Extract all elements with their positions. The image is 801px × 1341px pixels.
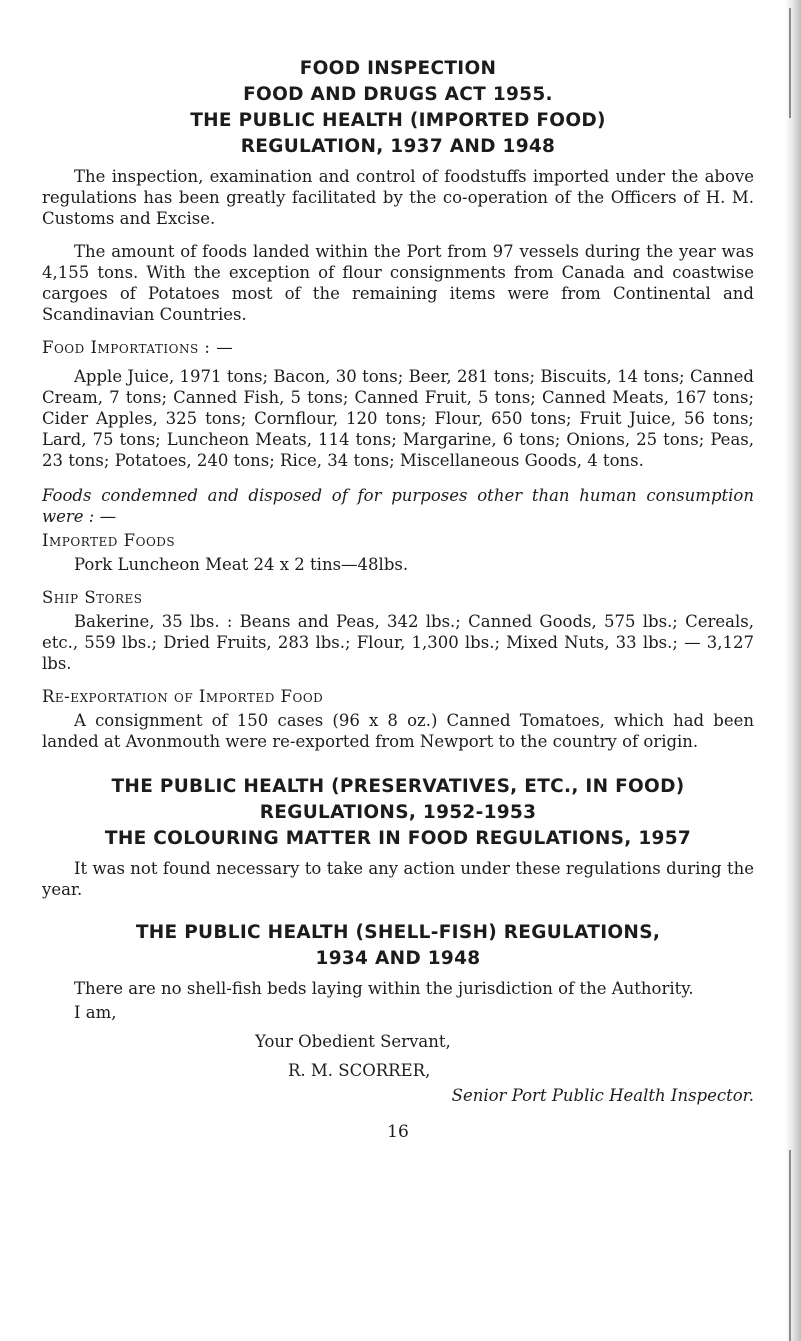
reexportation-text: A consignment of 150 cases (96 x 8 oz.) Canned Tomatoes, which had been landed at Avonmouth were re-exported from Newport to the country of origin. — [42, 711, 754, 751]
heading-line: THE PUBLIC HEALTH (PRESERVATIVES, ETC., IN FOOD) — [111, 776, 685, 797]
heading-line: 1934 AND 1948 — [315, 948, 481, 969]
binding-line — [789, 1150, 791, 1341]
heading-line: REGULATIONS, 1952-1953 — [259, 802, 537, 823]
shellfish-heading — [42, 920, 754, 972]
heading-line: FOOD INSPECTION — [299, 58, 497, 79]
preservatives-text: It was not found necessary to take any action under these regulations during the year. — [42, 859, 754, 899]
imported-foods-text: Pork Luncheon Meat 24 x 2 tins—48lbs. — [74, 555, 409, 574]
heading-line: THE PUBLIC HEALTH (IMPORTED FOOD) — [190, 110, 606, 131]
condemned-heading: Foods condemned and disposed of for purposes other than human consumption were : — — [42, 486, 754, 526]
main-heading — [42, 56, 754, 160]
intro-paragraph: The amount of foods landed within the Port from 97 vessels during the year was 4,155 tons. With the exception of flour consignments from Canada and coastwise cargoes of Potatoes most of the remaining items were from Continental and Scandinavian Countries. — [42, 242, 754, 324]
ship-stores-heading: Ship Stores — [42, 588, 143, 607]
reexportation-heading: Re-exportation of Imported Food — [42, 687, 324, 706]
shellfish-text: There are no shell-fish beds laying within the jurisdiction of the Authority. — [74, 979, 694, 998]
heading-line: FOOD AND DRUGS ACT 1955. — [243, 84, 553, 105]
food-importations-list: Apple Juice, 1971 tons; Bacon, 30 tons; Beer, 281 tons; Biscuits, 14 tons; Canned Cream, 7 tons; Canned Fish, 5 tons; Canned Fruit, 5 tons; Canned Meats, 167 tons; Cider Apples, 325 tons; Cornflour, 120 tons; Flour, 650 tons; Fruit Juice, 56 tons; Lard, 75 tons; Luncheon Meats, 114 tons; Margarine, 6 tons; Onions, 25 tons; Peas, 23 tons; Potatoes, 240 tons; Rice, 34 tons; Miscellaneous Goods, 4 tons. — [42, 367, 754, 470]
page-number: 16 — [387, 1122, 409, 1142]
signoff-title: Senior Port Public Health Inspector. — [451, 1086, 754, 1105]
food-importations-heading: Food Importations : — — [42, 338, 234, 357]
heading-line: THE PUBLIC HEALTH (SHELL-FISH) REGULATIONS, — [135, 922, 661, 943]
document-page — [42, 56, 754, 1142]
page-edge-shadow — [785, 0, 801, 1341]
signoff-i-am: I am, — [74, 1003, 117, 1022]
heading-line: THE COLOURING MATTER IN FOOD REGULATIONS, 1957 — [104, 828, 692, 849]
binding-line — [789, 8, 791, 118]
signoff-name: R. M. SCORRER, — [288, 1061, 431, 1080]
imported-foods-heading: Imported Foods — [42, 531, 176, 550]
signoff-servant: Your Obedient Servant, — [255, 1032, 451, 1051]
intro-paragraph: The inspection, examination and control of foodstuffs imported under the above regulations has been greatly facilitated by the co-operation of the Officers of H. M. Customs and Excise. — [42, 167, 754, 228]
heading-line: REGULATION, 1937 AND 1948 — [240, 136, 556, 157]
signoff — [42, 1002, 754, 1106]
ship-stores-text: Bakerine, 35 lbs. : Beans and Peas, 342 lbs.; Canned Goods, 575 lbs.; Cereals, etc., 559 lbs.; Dried Fruits, 283 lbs.; Flour, 1,300 lbs.; Mixed Nuts, 33 lbs.; — 3,127 lbs. — [42, 612, 754, 673]
preservatives-heading — [42, 774, 754, 852]
